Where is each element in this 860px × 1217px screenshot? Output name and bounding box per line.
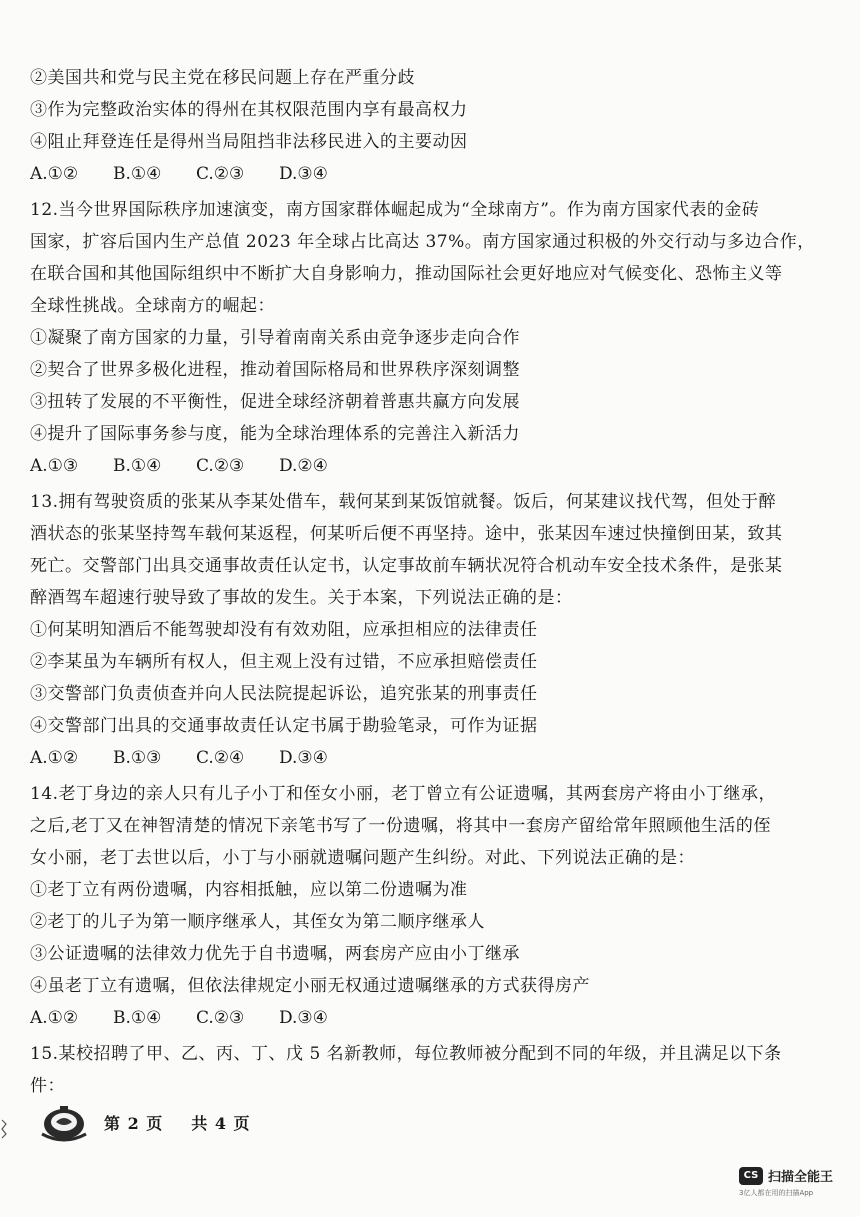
choice-item: ④交警部门出具的交通事故责任认定书属于勘验笔录，可作为证据: [30, 716, 538, 736]
question-stem-line: 死亡。交警部门出具交通事故责任认定书，认定事故前车辆状况符合机动车安全技术条件，是张某: [30, 556, 783, 576]
question-11-tail: [30, 62, 820, 190]
answer-options: [30, 1002, 820, 1034]
question-13: [30, 486, 820, 774]
question-stem-line: 国家，扩容后国内生产总值 2023 年全球占比高达 37%。南方国家通过积极的外交行动与多边合作，: [30, 232, 815, 252]
choice-item: ③作为完整政治实体的得州在其权限范围内享有最高权力: [30, 100, 468, 120]
camscanner-icon: CS: [739, 1167, 763, 1185]
page-number: [104, 1111, 279, 1134]
question-stem-line: 全球性挑战。全球南方的崛起：: [30, 296, 275, 316]
choice-item: ④虽老丁立有遗嘱，但依法律规定小丽无权通过遗嘱继承的方式获得房产: [30, 976, 590, 996]
question-14: [30, 778, 820, 1034]
choice-item: ①老丁立有两份遗嘱，内容相抵触，应以第二份遗嘱为准: [30, 880, 468, 900]
choice-item: ③公证遗嘱的法律效力优先于自书遗嘱，两套房产应由小丁继承: [30, 944, 520, 964]
scan-edge-mark: [0, 1118, 8, 1140]
option-c: C.②③: [196, 456, 245, 476]
option-b: B.①④: [113, 1008, 162, 1028]
question-stem-line: 酒状态的张某坚持驾车载何某返程，何某听后便不再坚持。途中，张某因车速过快撞倒田某，致其: [30, 524, 783, 544]
choice-item: ④提升了国际事务参与度，能为全球治理体系的完善注入新活力: [30, 424, 520, 444]
option-b: B.①③: [113, 748, 162, 768]
question-content: [30, 62, 820, 1106]
choice-item: ④阻止拜登连任是得州当局阻挡非法移民进入的主要动因: [30, 132, 468, 152]
page-footer: [38, 1095, 279, 1149]
answer-options: [30, 450, 820, 482]
question-stem-line: 件：: [30, 1076, 65, 1096]
choice-item: ②契合了世界多极化进程，推动着国际格局和世界秩序深刻调整: [30, 360, 520, 380]
option-d: D.③④: [279, 1008, 328, 1028]
question-stem-line: 15.某校招聘了甲、乙、丙、丁、戊 5 名新教师，每位教师被分配到不同的年级，并且满足以下条: [30, 1044, 782, 1064]
scanner-watermark: [739, 1166, 844, 1206]
watermark-app-name: 扫描全能王: [768, 1170, 834, 1185]
question-15: [30, 1038, 820, 1102]
option-c: C.②④: [196, 748, 245, 768]
question-stem-line: 醉酒驾车超速行驶导致了事故的发生。关于本案，下列说法正确的是：: [30, 588, 573, 608]
answer-options: [30, 742, 820, 774]
question-stem-line: 女小丽，老丁去世以后，小丁与小丽就遗嘱问题产生纠纷。对此、下列说法正确的是：: [30, 848, 695, 868]
option-d: D.③④: [279, 748, 328, 768]
question-stem-line: 之后,老丁又在神智清楚的情况下亲笔书写了一份遗嘱，将其中一套房产留给常年照顾他生活的侄: [30, 816, 771, 836]
question-stem-line: 在联合国和其他国际组织中不断扩大自身影响力，推动国际社会更好地应对气候变化、恐怖主义等: [30, 264, 783, 284]
option-a: A.①③: [30, 456, 79, 476]
choice-item: ②李某虽为车辆所有权人，但主观上没有过错，不应承担赔偿责任: [30, 652, 538, 672]
choice-item: ③扭转了发展的不平衡性，促进全球经济朝着普惠共赢方向发展: [30, 392, 520, 412]
option-b: B.①④: [113, 456, 162, 476]
question-stem-line: 12.当今世界国际秩序加速演变，南方国家群体崛起成为“全球南方”。作为南方国家代表的金砖: [30, 200, 760, 220]
choice-item: ②美国共和党与民主党在移民问题上存在严重分歧: [30, 68, 415, 88]
question-stem-line: 13.拥有驾驶资质的张某从李某处借车，载何某到某饭馆就餐。饭后，何某建议找代驾，但处于醉: [30, 492, 777, 512]
option-d: D.②④: [279, 456, 328, 476]
school-emblem-icon: [38, 1100, 90, 1144]
choice-item: ②老丁的儿子为第一顺序继承人，其侄女为第二顺序继承人: [30, 912, 485, 932]
option-b: B.①④: [113, 164, 162, 184]
choice-item: ③交警部门负责侦查并向人民法院提起诉讼，追究张某的刑事责任: [30, 684, 538, 704]
option-a: A.①②: [30, 1008, 79, 1028]
option-c: C.②③: [196, 164, 245, 184]
choice-item: ①凝聚了南方国家的力量，引导着南南关系由竞争逐步走向合作: [30, 328, 520, 348]
option-c: C.②③: [196, 1008, 245, 1028]
current-page: 第 2 页: [104, 1113, 164, 1133]
option-d: D.③④: [279, 164, 328, 184]
question-stem-line: 14.老丁身边的亲人只有儿子小丁和侄女小丽，老丁曾立有公证遗嘱，其两套房产将由小丁继承，: [30, 784, 777, 804]
watermark-tagline: 3亿人都在用的扫描App: [739, 1189, 814, 1197]
total-pages: 共 4 页: [191, 1113, 251, 1133]
choice-item: ①何某明知酒后不能驾驶却没有有效劝阻，应承担相应的法律责任: [30, 620, 538, 640]
answer-options: [30, 158, 820, 190]
question-12: [30, 194, 820, 482]
option-a: A.①②: [30, 748, 79, 768]
option-a: A.①②: [30, 164, 79, 184]
